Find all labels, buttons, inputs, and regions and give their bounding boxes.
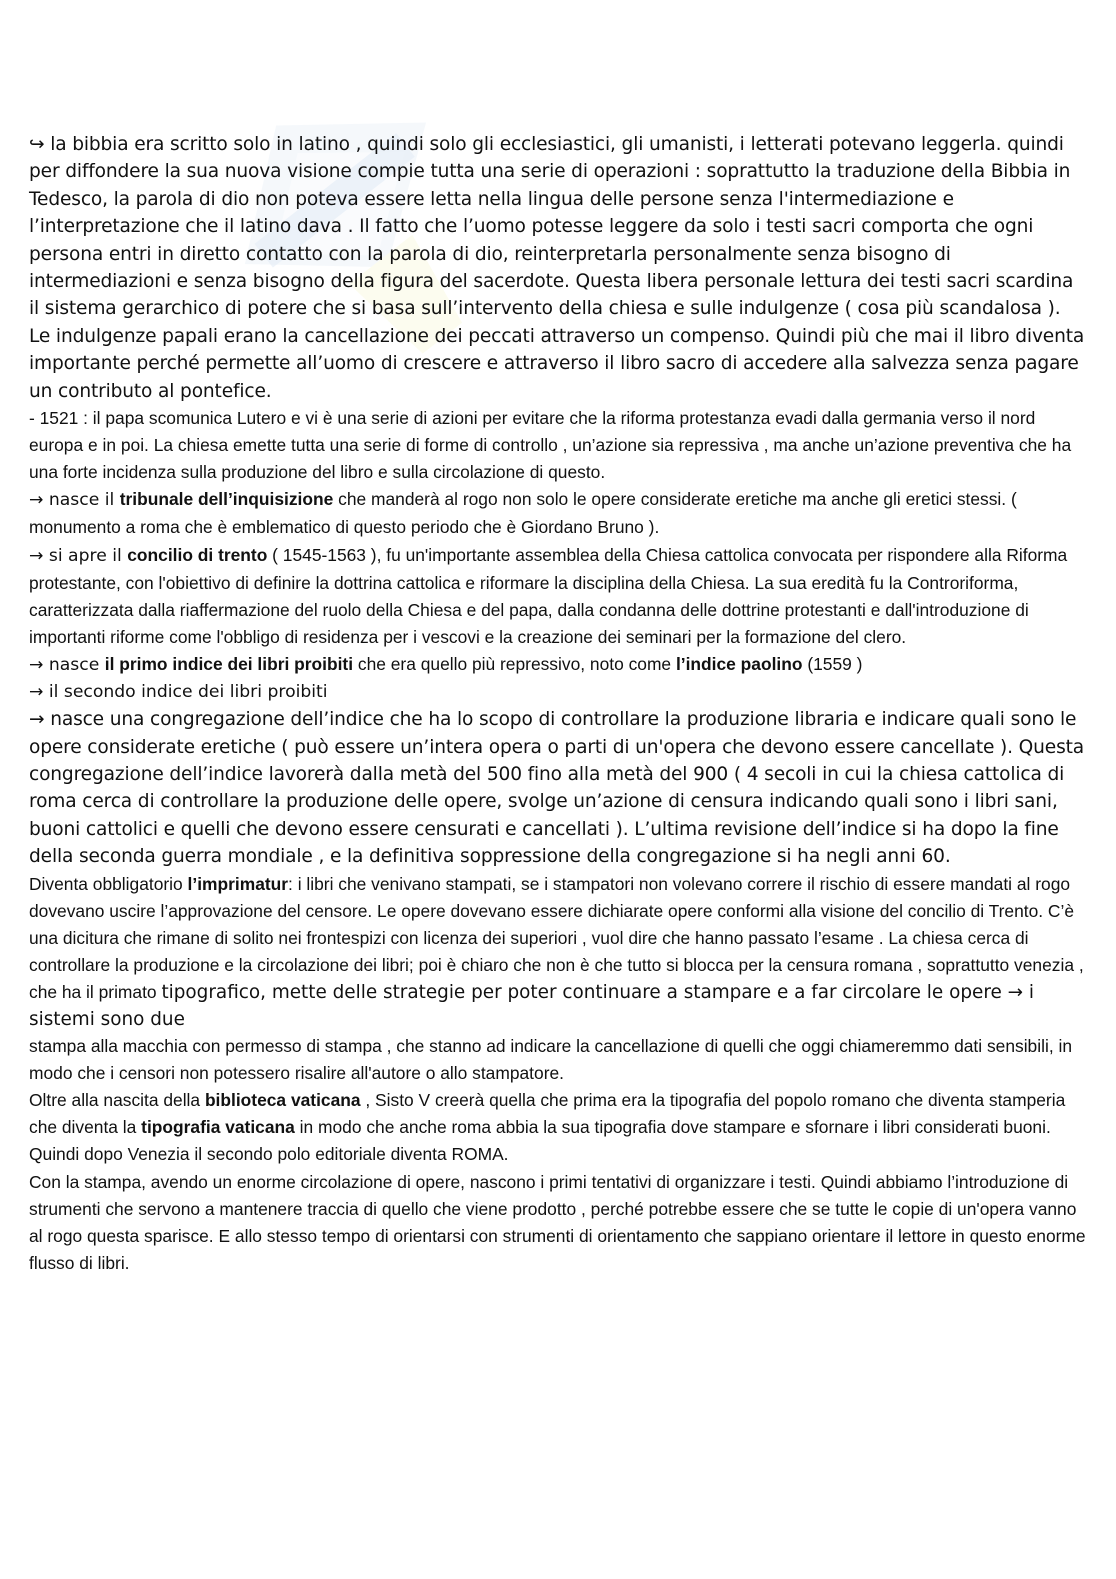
paragraph-text: (1559 ) xyxy=(802,653,863,674)
bold-term: l’indice paolino xyxy=(675,653,803,674)
document-body xyxy=(29,131,1087,1277)
paragraph-council-trent xyxy=(29,542,1087,651)
paragraph-inquisition xyxy=(29,486,1087,541)
paragraph-text: , Sisto V creerà quella che prima era la tipografia del popolo romano che diventa stamperia che diventa la xyxy=(29,1090,1066,1138)
paragraph-text: Oltre alla nascita della xyxy=(29,1090,205,1111)
bold-term: il primo indice dei libri proibiti xyxy=(104,653,354,674)
paragraph-first-index xyxy=(29,651,1087,679)
paragraph-organize-texts: Con la stampa, avendo un enorme circolazione di opere, nascono i primi tentativi di organizzare i testi. Quindi abbiamo l’introduzione di strumenti che servono a mantenere traccia di quello che viene prodotto , perché potrebbe essere che se tutte le copie di un'opera vanno al rogo questa sparisce. E allo stesso tempo di orientarsi con strumenti di orientamento che sappiano orientare il lettore in questo enorme flusso di libri. xyxy=(29,1171,1086,1273)
paragraph-imprimatur xyxy=(29,871,1087,1034)
bold-term: tipografia vaticana xyxy=(141,1117,295,1138)
bullet-lead: → si apre il xyxy=(29,545,128,566)
paragraph-second-index: → il secondo indice dei libri proibiti xyxy=(29,682,328,702)
paragraph-text: che manderà al rogo non solo le opere considerate eretiche ma anche gli eretici stessi. ( monumento a roma che è emblematico di questo periodo che è Giordano Bruno ). xyxy=(29,489,1017,538)
paragraph-stampa-macchia: stampa alla macchia con permesso di stampa , che stanno ad indicare la cancellazione di quelli che oggi chiameremmo dati sensibili, in modo che i censori non potessero risalire all'autore o allo stampatore. xyxy=(29,1036,1073,1084)
bold-term: l’imprimatur xyxy=(187,873,289,894)
paragraph-bible-latin: ↪ la bibbia era scritto solo in latino , quindi solo gli ecclesiastici, gli umanisti, i letterati potevano leggerla. quindi per diffondere la sua nuova visione compie tutta una serie di operazioni : soprattutto la traduzione della Bibbia in Tedesco, la parola di dio non poteva essere letta nella lingua delle persone senza l'intermediazione e l’interpretazione che il latino dava . Il fatto che l’uomo potesse leggere da solo i testi sacri comporta che ogni persona entri in diretto contatto con la parola di dio, reinterpretarla personalmente senza bisogno di intermediazioni e senza bisogno della figura del sacerdote. Questa libera personale lettura dei testi sacri scardina il sistema gerarchico di potere che si basa sull’intervento della chiesa e sulle indulgenze ( cosa più scandalosa ). Le indulgenze papali erano la cancellazione dei peccati attraverso un compenso. Quindi più che mai il libro diventa importante perché permette all’uomo di crescere e attraverso il libro sacro di accedere alla salvezza senza pagare un contributo al pontefice. xyxy=(29,134,1085,402)
paragraph-congregation: → nasce una congregazione dell’indice che ha lo scopo di controllare la produzione libraria e indicare quali sono le opere considerate eretiche ( può essere un’intera opera o parti di un'opera che devono essere cancellate ). Questa congregazione dell’indice lavorerà dalla metà del 500 fino alla metà del 900 ( 4 secoli in cui la chiesa cattolica di roma cerca di controllare la produzione delle opere, svolge un’azione di censura indicando quali sono i libri sani, buoni cattolici e quelli che devono essere censurati e cancellati ). L’ultima revisione dell’indice si ha dopo la fine della seconda guerra mondiale , e la definitiva soppressione della congregazione si ha negli anni 60. xyxy=(29,709,1084,868)
paragraph-text: ( 1545-1563 ), fu un'importante assemblea della Chiesa cattolica convocata per rispondere alla Riforma protestante, con l'obiettivo di definire la dottrina cattolica e riformare la disciplina della Chiesa. La sua eredità fu la Controriforma, caratterizzata dalla riaffermazione del ruolo della Chiesa e del papa, dalla condanna delle dottrine protestanti e dall'introduzione di importanti riforme come l'obbligo di residenza per i vescovi e la creazione dei seminari per la formazione del clero. xyxy=(29,544,1068,647)
bullet-lead: → nasce xyxy=(29,654,105,675)
paragraph-vatican xyxy=(29,1087,1087,1168)
paragraph-text: Diventa obbligatorio xyxy=(29,873,188,894)
bullet-lead: → nasce il xyxy=(29,490,120,511)
paragraph-text: : i libri che venivano stampati, se i stampatori non volevano correre il rischio di essere mandati al rogo dovevano uscire l’approvazione del censore. Le opere dovevano essere dichiarate opere conformi alla visione del concilio di Trento. C’è una dicitura che rimane di solito nei frontespizi con licenza dei superiori , vuol dire che hanno passato l’esame . La chiesa cerca di controllare la produzione e la circolazione dei libri; poi è chiaro che non è che tutto si blocca per la censura romana , soprattutto venezia , che ha il primato xyxy=(29,873,1084,1002)
bold-term: biblioteca vaticana xyxy=(204,1090,361,1111)
paragraph-text: in modo che anche roma abbia la sua tipografia dove stampare e sfornare i libri considerati buoni. Quindi dopo Venezia il secondo polo editoriale diventa ROMA. xyxy=(29,1117,1051,1165)
paragraph-text: che era quello più repressivo, noto come xyxy=(353,653,676,674)
bold-term: concilio di trento xyxy=(127,544,268,565)
bold-term: tribunale dell’inquisizione xyxy=(119,489,334,510)
paragraph-text-large: tipografico, mette delle strategie per poter continuare a stampare e a far circolare le opere → i sistemi sono due xyxy=(29,981,1034,1030)
paragraph-1521: - 1521 : il papa scomunica Lutero e vi è una serie di azioni per evitare che la riforma protestanza evadi dalla germania verso il nord europa e in poi. La chiesa emette tutta una serie di forme di controllo , un’azione sia repressiva , ma anche un’azione preventiva che ha una forte incidenza sulla produzione del libro e sulla circolazione di questo. xyxy=(29,408,1072,483)
